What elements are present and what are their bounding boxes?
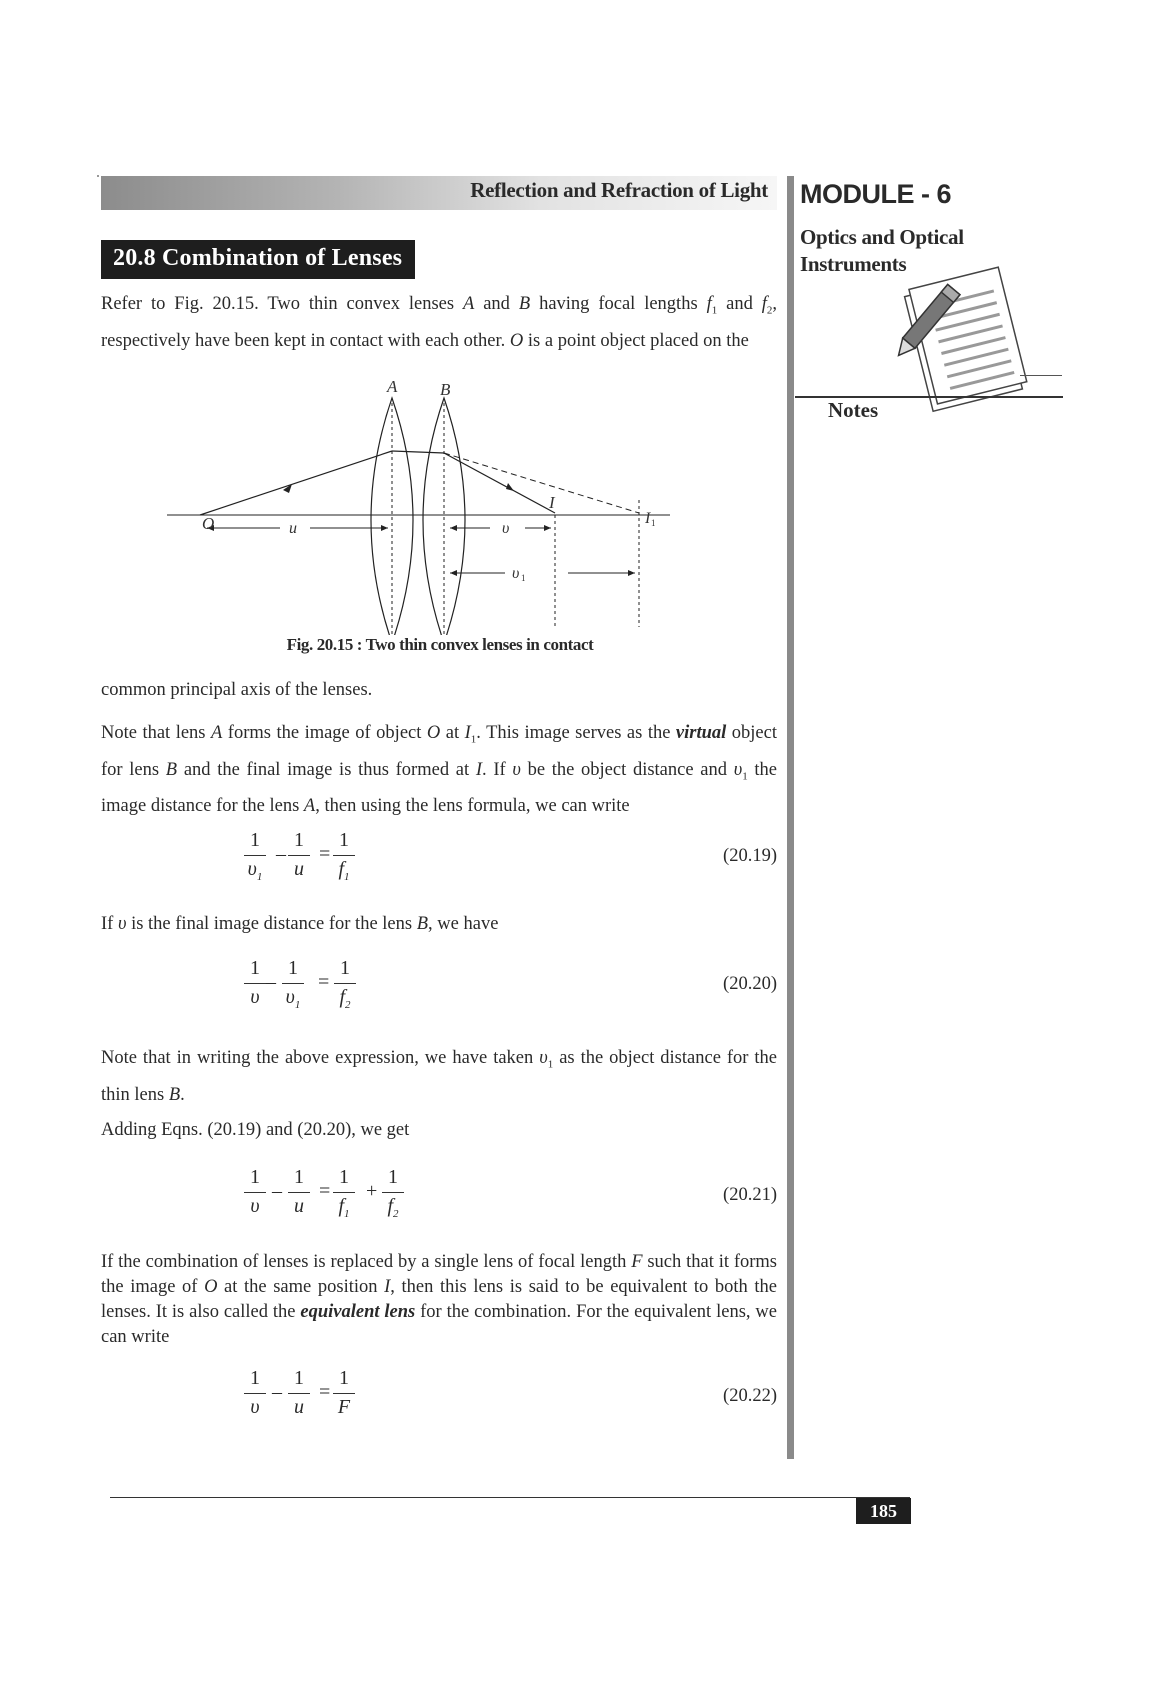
equation-number-20-20: (20.20) [723, 974, 777, 994]
label-v1: υ [512, 565, 520, 582]
fraction: 1 $f_1$ [329, 829, 359, 882]
paragraph-virtual-object: Note that lens A forms the image of object O at $I_1$. This image serves as the virtual object for lens B and the final image is thus formed at I. If υ be the object distance and $\upsilon_1$ the image distance for the lens A, then using the lens formula, we can write [101, 723, 777, 817]
fraction: 1 $\upsilon_1$ [240, 829, 270, 882]
page-number: 185 [856, 1498, 911, 1524]
margin-divider [787, 176, 794, 1459]
label-b: B [440, 380, 451, 399]
equation-20-19: 1 $\upsilon_1$ – 1 u = 1 $f_1$ [240, 829, 440, 893]
paragraph-intro: Refer to Fig. 20.15. Two thin convex lenses A and B having focal lengths $f_1$ and $f_2$, respectively have been kept in contact with each other. O is a point object placed on the [101, 294, 777, 351]
label-a: A [387, 377, 398, 396]
paragraph-final-image: If υ is the final image distance for the lens B, we have [101, 914, 499, 934]
fraction: 1 υ [240, 1367, 270, 1420]
equation-20-20: 1 υ – 1 $\upsilon_1$ = 1 $f_2$ [240, 957, 440, 1021]
equation-number-20-22: (20.22) [723, 1386, 777, 1406]
label-v: υ [502, 520, 510, 537]
label-i1-sub: 1 [651, 518, 656, 528]
fraction: 1 $f_2$ [378, 1166, 408, 1219]
paragraph-adding: Adding Eqns. (20.19) and (20.20), we get [101, 1120, 410, 1140]
fraction: 1 $\upsilon_1$ [278, 957, 308, 1010]
label-i: I [549, 493, 555, 512]
fraction: 1 F [329, 1367, 359, 1420]
module-subtitle-line2: Instruments [800, 252, 907, 276]
figure-caption: Fig. 20.15 : Two thin convex lenses in contact [286, 635, 594, 654]
label-u: u [289, 520, 297, 537]
label-i1: I [645, 510, 651, 527]
module-title: MODULE - 6 [800, 179, 952, 209]
scan-speck [97, 175, 99, 177]
equation-20-22: 1 υ – 1 u = 1 F [240, 1367, 440, 1431]
notepad-pencil-icon [880, 266, 1030, 426]
fraction: 1 $f_2$ [330, 957, 360, 1010]
fraction: 1 υ [240, 957, 270, 1010]
notes-rule-short [1020, 375, 1062, 376]
equation-number-20-21: (20.21) [723, 1185, 777, 1205]
fraction: 1 $f_1$ [329, 1166, 359, 1219]
notes-label: Notes [828, 398, 879, 422]
section-heading: 20.8 Combination of Lenses [101, 240, 415, 279]
lens-combination-figure [160, 365, 680, 635]
footer-rule [110, 1497, 910, 1498]
fraction: 1 u [284, 1166, 314, 1219]
paragraph-equivalent-lens: If the combination of lenses is replaced by a single lens of focal length F such that it forms the image of O at the same position I, then this lens is said to be equivalent to both the lenses. It is also called the equivalent lens for the combination. For the equivalent lens, we can write [101, 1252, 777, 1347]
label-o: O [202, 514, 215, 533]
module-subtitle-line1: Optics and Optical [800, 225, 964, 249]
running-header: Reflection and Refraction of Light [470, 178, 768, 202]
fraction: 1 υ [240, 1166, 270, 1219]
equation-20-21: 1 υ – 1 u = 1 $f_1$ + 1 $f_2$ [240, 1166, 480, 1230]
paragraph-object-distance: Note that in writing the above expression, we have taken $\upsilon_1$ as the object distance for the thin lens B. [101, 1048, 778, 1105]
label-v1-sub: 1 [521, 573, 526, 583]
fraction: 1 u [284, 1367, 314, 1420]
equation-number-20-19: (20.19) [723, 846, 777, 866]
paragraph-axis: common principal axis of the lenses. [101, 680, 373, 700]
fraction: 1 u [284, 829, 314, 882]
